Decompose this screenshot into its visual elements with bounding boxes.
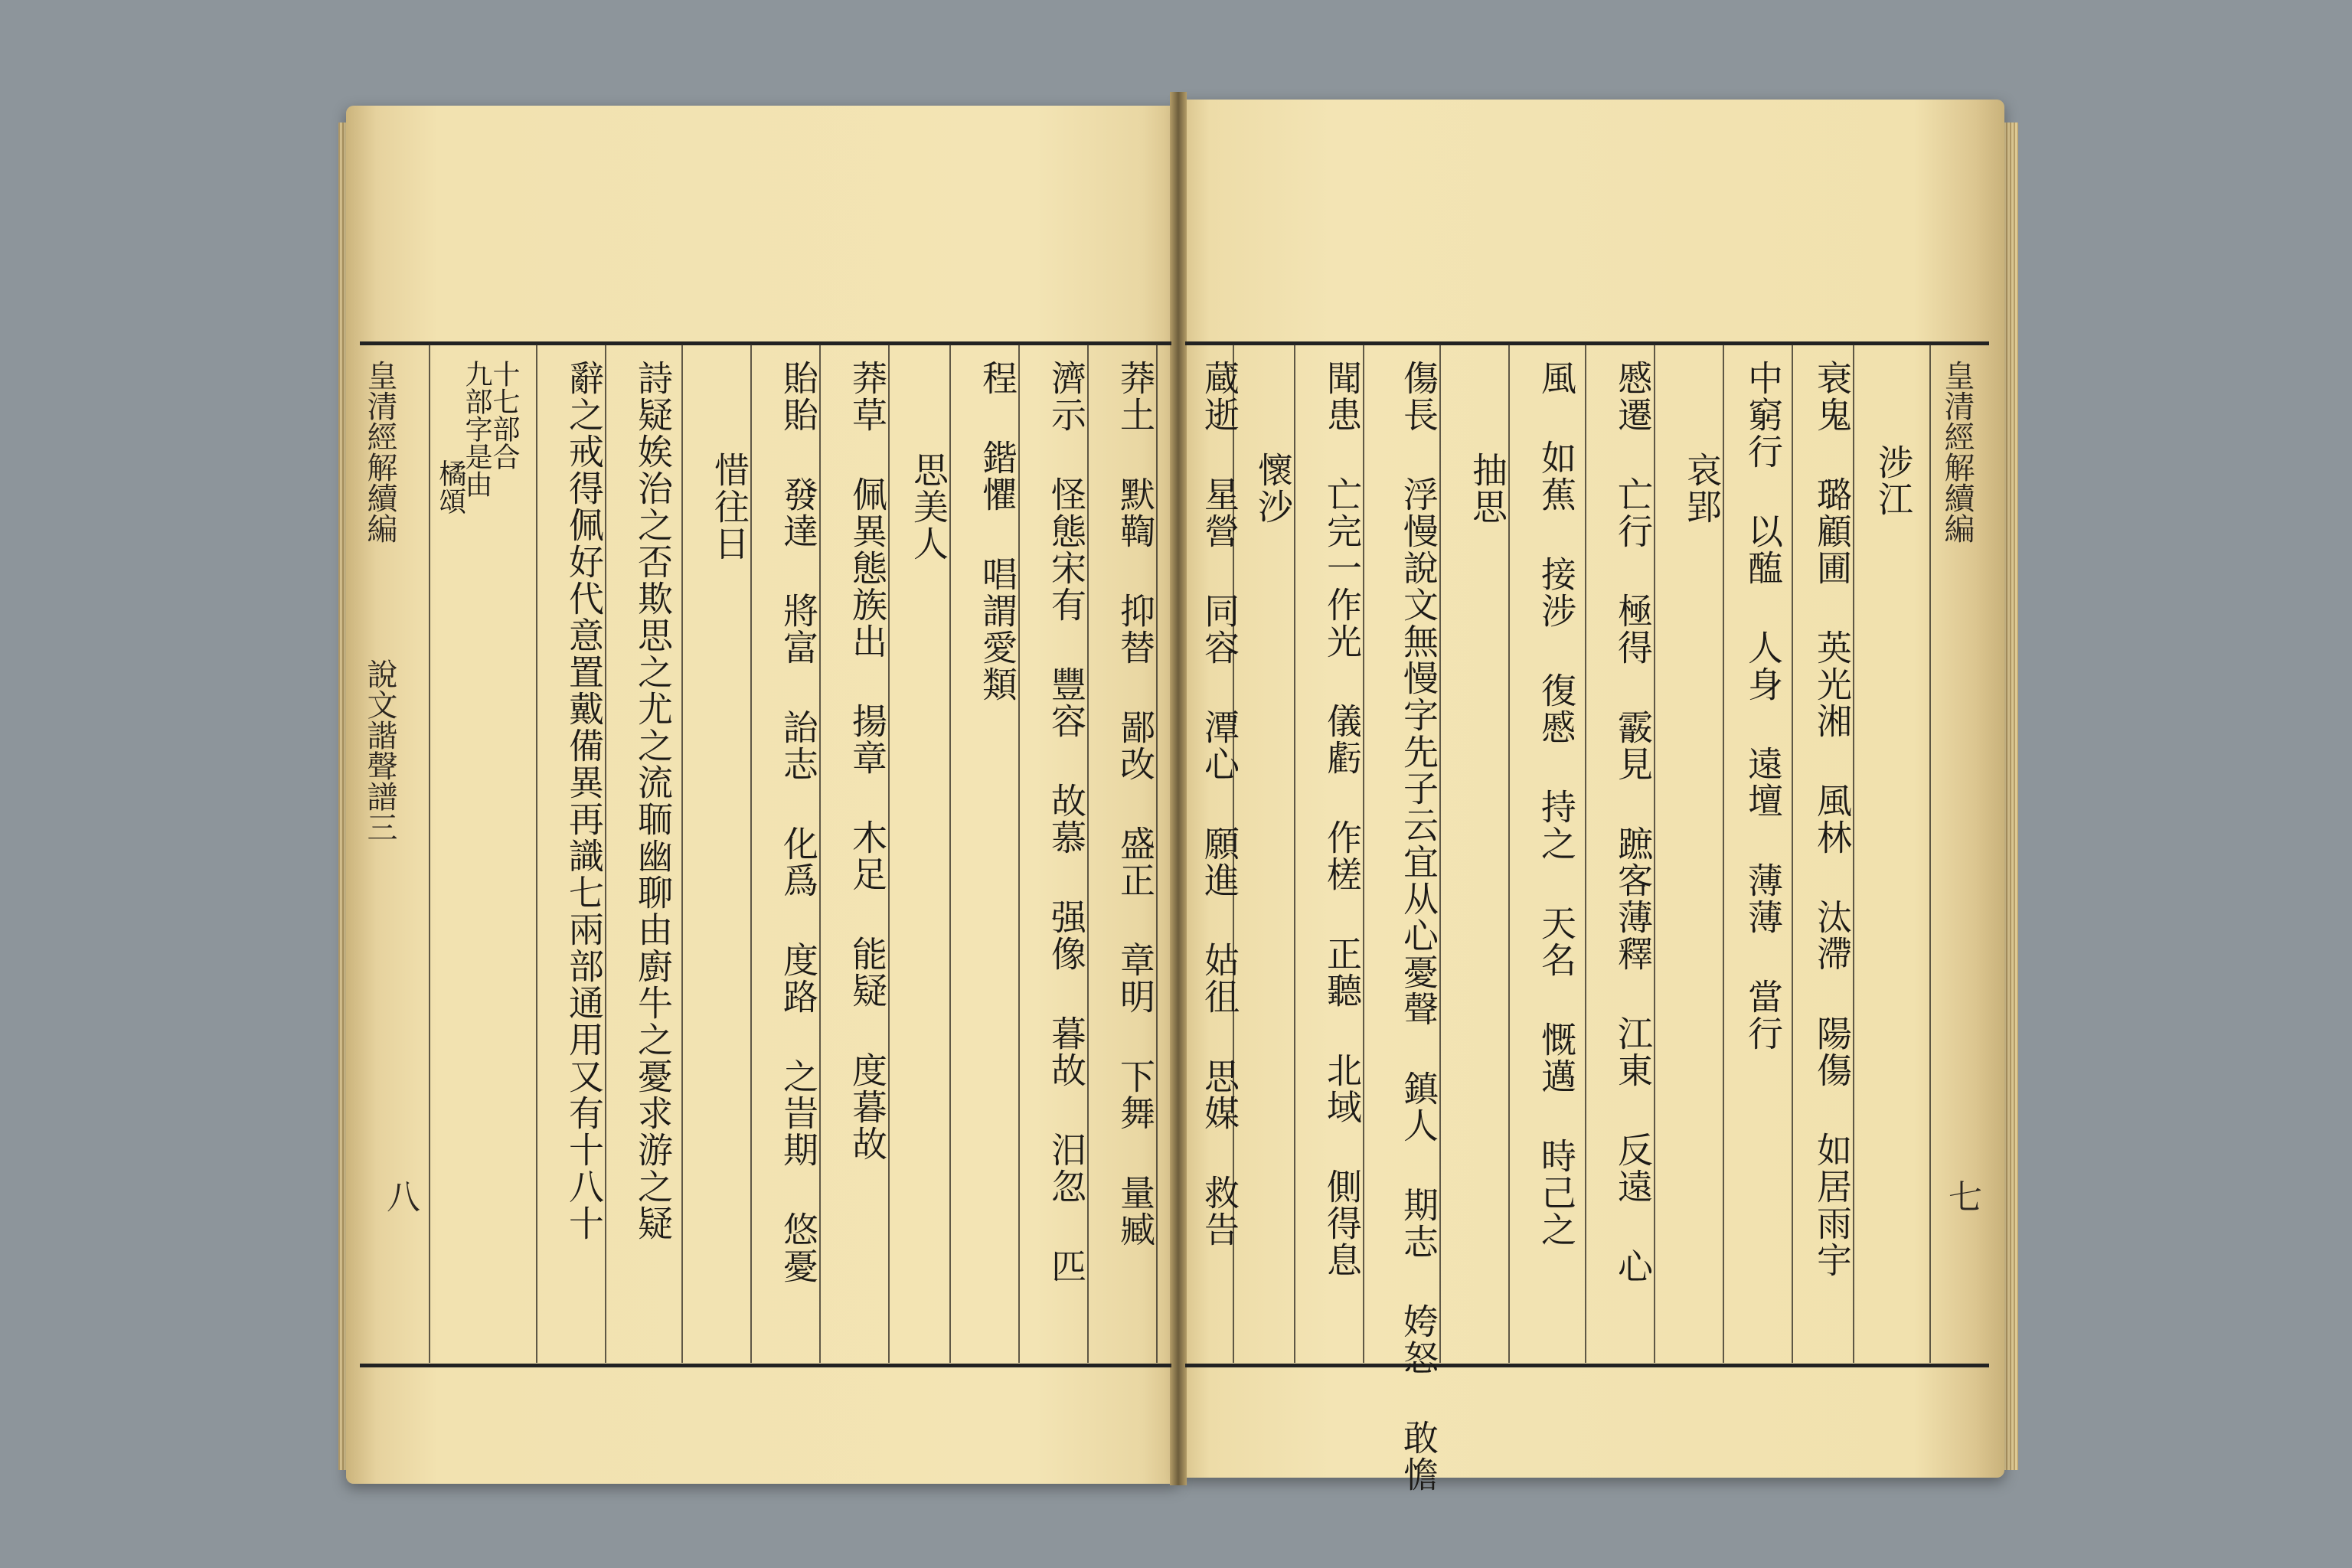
column-rule xyxy=(605,345,606,1363)
column-rule xyxy=(949,345,951,1363)
right-page-text-column: 涉江 xyxy=(1873,444,1914,518)
left-page-text-column: 詩疑娭治之否欺思之尤之流聏幽聊由廚牛之憂求游之疑 xyxy=(632,360,674,1242)
right-margin-title: 皇清經解續編 xyxy=(1939,360,1975,544)
column-rule xyxy=(1156,345,1158,1363)
column-rule xyxy=(1929,345,1931,1363)
right-page-text-column: 中窮行 以醢 人身 遠壇 薄薄 當行 xyxy=(1743,360,1784,1052)
left-page-number: 八 xyxy=(381,1179,420,1213)
column-rule xyxy=(1853,345,1854,1363)
right-page-text-column: 慼遷 亡行 極得 霰見 蹠客薄釋 江東 反遠 心 xyxy=(1612,360,1654,1285)
column-rule xyxy=(1508,345,1510,1363)
left-margin-title: 皇清經解續編 xyxy=(362,360,397,544)
column-rule xyxy=(1723,345,1724,1363)
left-page-text-column: 濟示 怪態宋有 豐容 故慕 强像 暮故 汨忽 匹 xyxy=(1046,360,1087,1285)
left-page-text-column: 思美人 xyxy=(908,452,949,562)
column-rule xyxy=(1294,345,1295,1363)
left-page-text-column: 惜往日 xyxy=(709,452,750,562)
column-rule xyxy=(681,345,683,1363)
right-text-frame xyxy=(1185,341,1989,1367)
right-page-text-column: 風 如蕉 接涉 復慼 持之 天名 慨邁 時己之 xyxy=(1536,360,1577,1248)
left-page-text-column: 橘頌 xyxy=(435,459,466,514)
book-gutter xyxy=(1170,92,1187,1485)
column-rule xyxy=(1363,345,1364,1363)
column-rule xyxy=(1654,345,1655,1363)
left-page-text-column: 程 鍇懼 唱謂愛類 xyxy=(977,360,1018,703)
column-rule xyxy=(1585,345,1586,1363)
column-rule xyxy=(750,345,752,1363)
right-page-text-column: 聞患 亡完一作光 儀虧 作槎 正聽 北域 側得息 xyxy=(1321,360,1363,1279)
column-rule xyxy=(536,345,537,1363)
right-page-text-column: 衰鬼 璐顧圃 英光湘 風林 汰滯 陽傷 如居雨宇 xyxy=(1811,360,1853,1279)
right-page-text-column: 懷沙 xyxy=(1253,452,1294,525)
left-margin-subtitle: 說文諧聲譜三 xyxy=(362,658,397,842)
right-page-text-column: 抽思 xyxy=(1467,452,1508,525)
right-page-number: 七 xyxy=(1942,1179,1981,1213)
column-rule xyxy=(429,345,430,1363)
left-page-text-column: 十七部合 xyxy=(488,360,520,470)
column-rule xyxy=(1087,345,1089,1363)
left-page-text-column: 莽草 佩異態族出 揚章 木足 能疑 度暮故 xyxy=(847,360,888,1162)
left-page-text-column: 九部字是由 xyxy=(461,360,492,498)
left-page-text-column: 莽土 默鞫 抑替 鄙改 盛正 章明 下舞 量臧 xyxy=(1115,360,1156,1248)
right-page-text-column: 哀郢 xyxy=(1681,452,1723,525)
right-page-text-column: 蔵逝 星營 同容 潭心 願進 姑徂 思媒 救告 xyxy=(1199,360,1240,1248)
column-rule xyxy=(1439,345,1441,1363)
column-rule xyxy=(819,345,821,1363)
right-page-text-column: 傷長 浮慢說文無慢字先子云宜从心憂聲 鎮人 期志 姱怒 敢憺 xyxy=(1398,360,1439,1493)
left-page-text-column: 貽貽 發達 將富 詒志 化爲 度路 之旹期 悠憂 xyxy=(778,360,819,1285)
column-rule xyxy=(1792,345,1793,1363)
column-rule xyxy=(1018,345,1020,1363)
column-rule xyxy=(888,345,890,1363)
left-page-text-column: 辭之戒得佩好代意置戴備異再識七兩部通用又有十八十 xyxy=(564,360,605,1242)
